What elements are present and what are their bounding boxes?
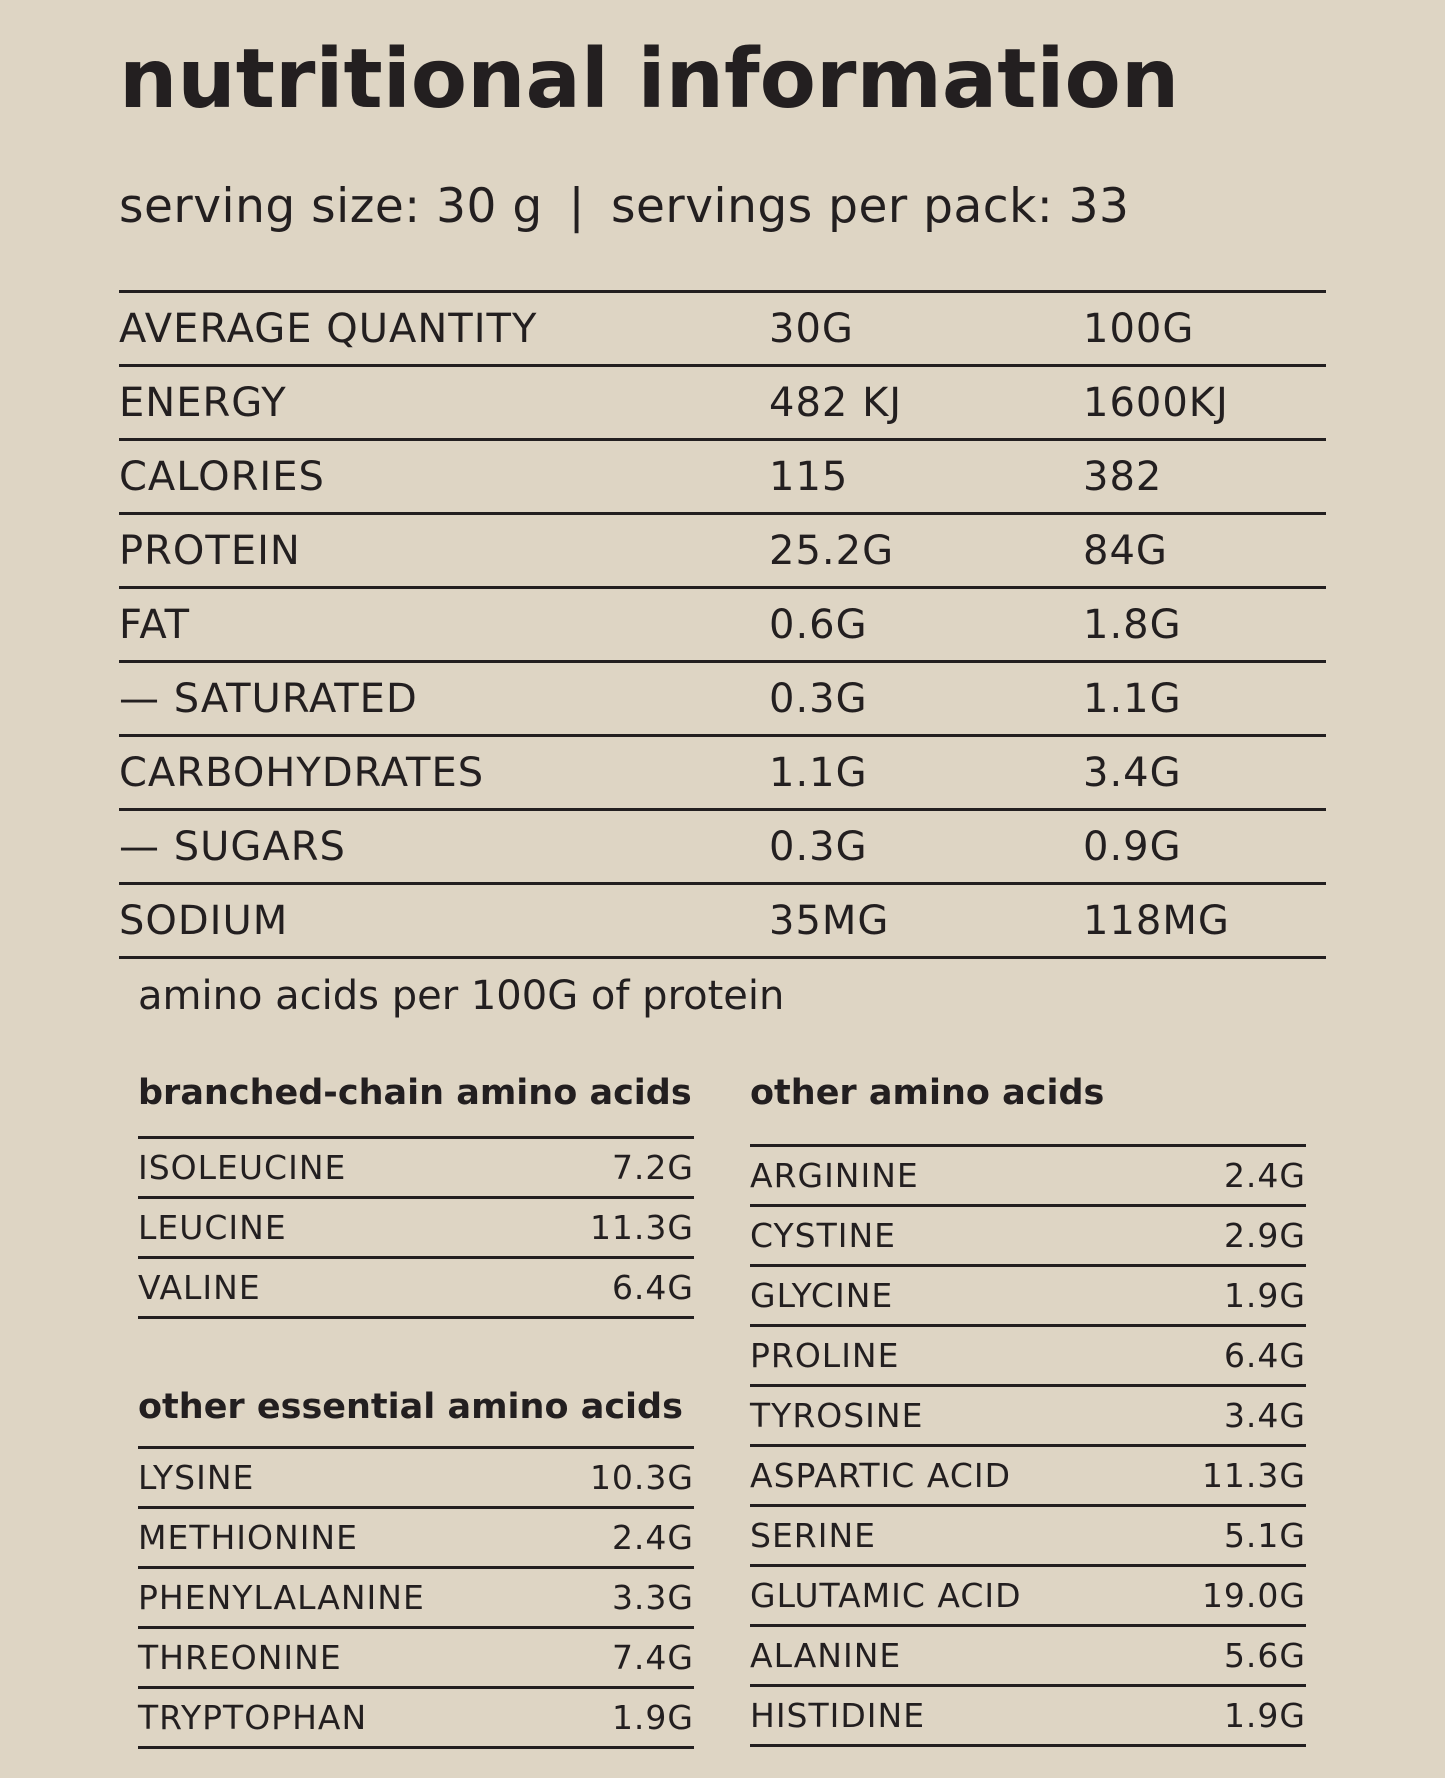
amino-row <box>750 1507 1306 1567</box>
amino-row <box>750 1687 1306 1747</box>
amino-acid-name: LEUCINE <box>138 1208 287 1247</box>
amino-row <box>750 1567 1306 1627</box>
amino-row <box>138 1629 694 1689</box>
amino-row <box>750 1387 1306 1447</box>
bcaa-table <box>138 1136 694 1319</box>
per-serving-value: 35MG <box>769 897 890 944</box>
amino-acid-name: TYROSINE <box>750 1396 924 1435</box>
amino-acid-name: HISTIDINE <box>750 1696 926 1735</box>
nutrient-label: FAT <box>119 601 191 648</box>
per-serving-value: 0.3G <box>769 823 868 870</box>
amino-acid-name: GLYCINE <box>750 1276 894 1315</box>
per-serving-value: 0.6G <box>769 601 868 648</box>
nutrient-label: — SUGARS <box>119 823 346 870</box>
amino-row <box>750 1207 1306 1267</box>
per-100g-value: 1.8G <box>1083 601 1182 648</box>
amino-acid-name: SERINE <box>750 1516 876 1555</box>
nutrition-table <box>119 290 1326 959</box>
serving-separator: | <box>568 179 585 234</box>
amino-acid-name: TRYPTOPHAN <box>138 1698 368 1737</box>
amino-acid-name: PHENYLALANINE <box>138 1578 425 1617</box>
amino-row <box>750 1627 1306 1687</box>
amino-acid-value: 11.3G <box>1201 1456 1306 1495</box>
per-100g-value: 84G <box>1083 527 1168 574</box>
amino-acid-value: 7.4G <box>611 1638 694 1677</box>
page-title: nutritional information <box>119 32 1180 127</box>
other-section-title: other amino acids <box>750 1073 1105 1113</box>
essential-section-title: other essential amino acids <box>138 1387 683 1427</box>
amino-row <box>750 1327 1306 1387</box>
per-100g-value: 1600KJ <box>1083 379 1229 426</box>
nutrient-label: CARBOHYDRATES <box>119 749 485 796</box>
amino-acid-name: PROLINE <box>750 1336 900 1375</box>
amino-acid-value: 1.9G <box>1223 1696 1306 1735</box>
bcaa-section-title: branched-chain amino acids <box>138 1073 692 1113</box>
table-row-saturated <box>119 663 1326 737</box>
per-serving-value: 115 <box>769 453 849 500</box>
table-row-fat <box>119 589 1326 663</box>
amino-acid-name: ASPARTIC ACID <box>750 1456 1012 1495</box>
per-100g-value: 1.1G <box>1083 675 1182 722</box>
amino-acid-value: 2.4G <box>611 1518 694 1557</box>
amino-acid-name: THREONINE <box>138 1638 342 1677</box>
amino-acid-value: 11.3G <box>589 1208 694 1247</box>
nutrient-label: CALORIES <box>119 453 325 500</box>
amino-acid-value: 1.9G <box>1223 1276 1306 1315</box>
amino-row <box>138 1259 694 1319</box>
header-per-100g: 100G <box>1083 305 1195 352</box>
table-row-energy <box>119 367 1326 441</box>
header-average-quantity: AVERAGE QUANTITY <box>119 305 538 352</box>
amino-acid-value: 7.2G <box>611 1148 694 1187</box>
amino-acid-value: 2.4G <box>1223 1156 1306 1195</box>
table-row-carbohydrates <box>119 737 1326 811</box>
amino-acid-value: 5.6G <box>1223 1636 1306 1675</box>
amino-row <box>750 1267 1306 1327</box>
other-amino-table <box>750 1144 1306 1747</box>
amino-row <box>138 1509 694 1569</box>
amino-acid-value: 2.9G <box>1223 1216 1306 1255</box>
amino-acid-name: ARGININE <box>750 1156 919 1195</box>
nutrient-label: ENERGY <box>119 379 287 426</box>
per-serving-value: 482 KJ <box>769 379 903 426</box>
amino-row <box>750 1447 1306 1507</box>
amino-acid-name: VALINE <box>138 1268 261 1307</box>
nutrient-label: — SATURATED <box>119 675 418 722</box>
amino-acid-value: 3.4G <box>1223 1396 1306 1435</box>
serving-info <box>119 172 1129 242</box>
table-row-protein <box>119 515 1326 589</box>
amino-row <box>138 1449 694 1509</box>
per-100g-value: 382 <box>1083 453 1163 500</box>
amino-acid-value: 19.0G <box>1201 1576 1306 1615</box>
amino-row <box>750 1147 1306 1207</box>
amino-acid-value: 6.4G <box>1223 1336 1306 1375</box>
table-row-sugars <box>119 811 1326 885</box>
amino-acid-value: 5.1G <box>1223 1516 1306 1555</box>
amino-acid-value: 6.4G <box>611 1268 694 1307</box>
per-100g-value: 0.9G <box>1083 823 1182 870</box>
nutrient-label: SODIUM <box>119 897 289 944</box>
table-row-sodium <box>119 885 1326 959</box>
per-100g-value: 118MG <box>1083 897 1230 944</box>
per-100g-value: 3.4G <box>1083 749 1182 796</box>
per-serving-value: 0.3G <box>769 675 868 722</box>
amino-acid-value: 10.3G <box>589 1458 694 1497</box>
amino-acid-name: GLUTAMIC ACID <box>750 1576 1022 1615</box>
nutrient-label: PROTEIN <box>119 527 301 574</box>
amino-acid-name: LYSINE <box>138 1458 255 1497</box>
serving-size: serving size: 30 g <box>119 179 543 234</box>
per-serving-value: 1.1G <box>769 749 868 796</box>
amino-row <box>138 1689 694 1749</box>
header-per-serving: 30G <box>769 305 854 352</box>
amino-acid-name: CYSTINE <box>750 1216 896 1255</box>
amino-row <box>138 1569 694 1629</box>
amino-acid-value: 1.9G <box>611 1698 694 1737</box>
essential-amino-table <box>138 1446 694 1749</box>
servings-per-pack: servings per pack: 33 <box>611 179 1130 234</box>
amino-row <box>138 1139 694 1199</box>
table-row-calories <box>119 441 1326 515</box>
amino-acid-name: METHIONINE <box>138 1518 358 1557</box>
amino-acid-value: 3.3G <box>611 1578 694 1617</box>
table-header-row <box>119 293 1326 367</box>
amino-acid-name: ALANINE <box>750 1636 902 1675</box>
amino-acids-note: amino acids per 100G of protein <box>138 973 785 1019</box>
amino-acid-name: ISOLEUCINE <box>138 1148 347 1187</box>
per-serving-value: 25.2G <box>769 527 895 574</box>
amino-row <box>138 1199 694 1259</box>
